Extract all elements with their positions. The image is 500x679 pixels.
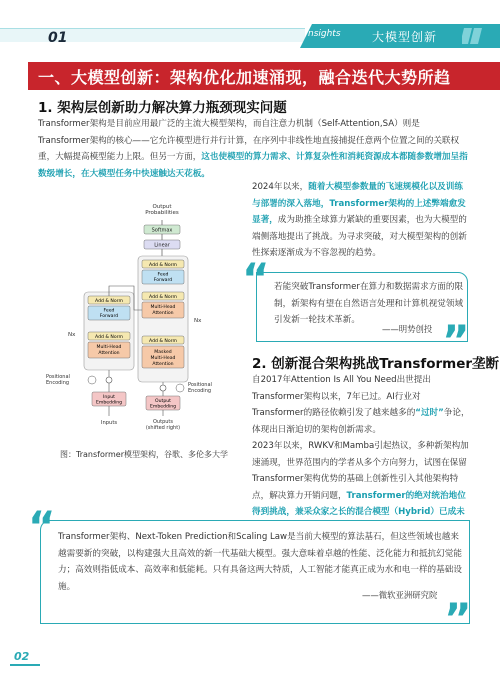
section2-heading: 2. 创新混合架构挑战Transformer垄断: [252, 356, 500, 372]
transformer-diagram: [44, 196, 234, 436]
section1-heading: 1. 架构层创新助力解决算力瓶颈现实问题: [38, 100, 287, 116]
svg-text:Masked: Masked: [154, 350, 172, 355]
svg-text:Forward: Forward: [153, 278, 173, 283]
svg-text:Add & Norm: Add & Norm: [95, 335, 123, 340]
quote1-text: 若能突破Transformer在算力和数据需求方面的限制，新架构有望在自然语言处理和计算机视觉领域引发新一轮技术革新。: [274, 282, 464, 325]
section1-paragraph-b: [252, 179, 470, 262]
positional-encoding-right: Positional Encoding: [188, 382, 212, 394]
section2-a-rest: 争论，体现出日渐迫切的架构创新需求。: [252, 408, 470, 435]
decoder-positional-wave: [176, 384, 184, 392]
svg-text:Feed: Feed: [157, 272, 169, 278]
chevron-decor-icon: [462, 28, 488, 44]
inputs-label: Inputs: [100, 420, 118, 426]
page-title: 一、大模型创新：架构优化加速涌现，融合迭代大势所趋: [38, 68, 451, 87]
svg-text:Attention: Attention: [152, 362, 174, 367]
svg-text:Multi-Head: Multi-Head: [150, 356, 176, 361]
section1-b-text: 2024年以来，: [252, 182, 309, 192]
close-quote-icon: ”: [442, 316, 470, 365]
section1-text: Transformer架构是目前应用最广泛的主流大模型架构，而自注意力机制（Self-Attention,SA）则是Transformer架构的核心——它允许模型进行并行计算，在序列中非线性地直接捕捉任意两个位置之间的关联权重，大幅提高模型能力上限。但另一方面，: [38, 119, 460, 162]
svg-text:Forward: Forward: [99, 314, 119, 319]
outputs-label: Outputs (shifted right): [145, 419, 181, 431]
section1-paragraph: [38, 116, 468, 182]
svg-text:Attention: Attention: [152, 311, 174, 316]
open-quote-2-icon: “: [28, 502, 56, 551]
svg-text:Add & Norm: Add & Norm: [95, 299, 123, 304]
page-number-underline: [10, 664, 40, 666]
encoder-positional-add: [106, 377, 112, 383]
linear-label: Linear: [154, 242, 170, 249]
encoder-positional-wave: [88, 376, 96, 384]
section1-b-highlight: 随着大模型参数量的飞速规模化以及训练与部署的深入落地，Transformer架构的上述弊端愈发显著，: [252, 182, 466, 225]
svg-text:Feed: Feed: [103, 308, 115, 314]
insights-label: nsights: [308, 29, 341, 39]
page-number: 02: [14, 650, 30, 663]
svg-text:Output: Output: [155, 399, 171, 404]
svg-text:Add & Norm: Add & Norm: [149, 295, 177, 300]
header-stripe: [0, 28, 305, 42]
section-label: 大模型创新: [372, 30, 438, 44]
section2-b-highlight: Transformer的绝对统治地位得到挑战，兼采众家之长的混合模型（Hybrid）已成未: [252, 490, 466, 517]
svg-text:Add & Norm: Add & Norm: [149, 263, 177, 268]
svg-text:Add & Norm: Add & Norm: [149, 339, 177, 344]
section1-b-rest: 成为助推全球算力紧缺的重要因素，也为大模型的端侧落地提出了挑战。为寻求突破，对大模型架构的创新性探索逐渐成为不容忽视的趋势。: [252, 215, 467, 258]
quote2-source: ——微软亚洲研究院: [362, 590, 438, 600]
section2-paragraph-a: [252, 372, 470, 438]
section2-b-text: 2023年以来，RWKV和Mamba引起热议，多种新架构加速涌现，世界范围内的学者从多个方向努力，试图在保留Transformer架构优势的基础上创新性引入其他架构特点，解决算力开销问题，: [252, 441, 469, 501]
quote2-text: Transformer架构、Next-Token Prediction和Scaling Law是当前大模型的算法基石，但这些领域也越来越需要新的突破，以构建强大且高效的新一代基础大模型。强大意味着卓越的性能、泛化能力和抵抗幻觉能力；高效则指低成本、高效率和低能耗。只有具备这两大特质，人工智能才能真正成为水和电一样的基础设施。: [58, 532, 462, 592]
svg-text:Multi-Head: Multi-Head: [150, 305, 176, 310]
nx-right-label: Nx: [194, 318, 202, 324]
section1-highlight: 这也使模型的算力需求、计算复杂性和消耗资源成本都随参数增加呈指数级增长，在大模型任务中快速触达天花板。: [38, 152, 468, 179]
svg-text:Input: Input: [103, 395, 115, 400]
softmax-label: Softmax: [151, 227, 173, 234]
decoder-positional-add: [160, 385, 166, 391]
svg-text:Multi-Head: Multi-Head: [96, 345, 122, 350]
output-probabilities-label: Output Probabilities: [145, 204, 179, 216]
close-quote-2-icon: ”: [444, 594, 472, 643]
section2-a-highlight: “过时”: [415, 408, 444, 418]
figure-caption: 图：Transformer模型架构，谷歌、多伦多大学: [60, 450, 229, 459]
nx-left-label: Nx: [68, 332, 76, 338]
positional-encoding-left: Positional Encoding: [46, 374, 70, 386]
svg-text:Embedding: Embedding: [149, 404, 177, 410]
section2-a-text: 自2017年Attention Is All You Need出世提出Transformer架构以来，7年已过。AI行业对Transformer的路径依赖引发了越来越多的: [252, 375, 431, 418]
svg-text:Attention: Attention: [98, 351, 120, 356]
chapter-number: 01: [48, 30, 68, 46]
svg-text:Embedding: Embedding: [95, 400, 123, 406]
quote1-source: ——明势创投: [382, 324, 433, 334]
open-quote-icon: “: [242, 254, 270, 303]
page-header: [0, 0, 500, 58]
